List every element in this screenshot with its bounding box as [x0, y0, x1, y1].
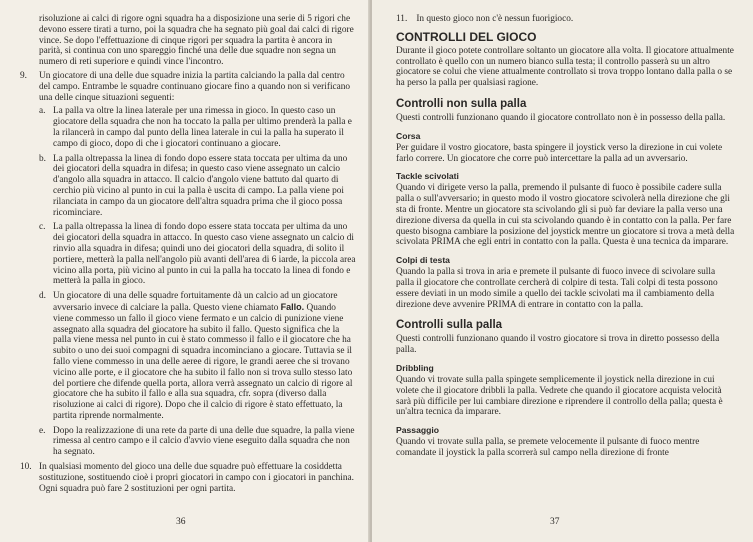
situation-letter: a. — [39, 106, 46, 117]
right-page — [372, 0, 753, 542]
situation-item-d — [39, 291, 356, 422]
section-paragraph: Durante il gioco potete controllare soltanto un giocatore alla volta. Il giocatore attualmente controllato è quello con un numero bianco sulla testa; il controllo passerà su un altro giocatore se colui che viene attualmente controllato si trova troppo lontano dalla palla o se ha perso la palla per qualsiasi ragione. — [396, 45, 734, 89]
intro-paragraph: risoluzione ai calci di rigore ogni squadra ha a disposizione una serie di 5 rigori che devono essere tirati a turno, poi la squadra che ha segnato più goal dai calci di rigore vince. Se dopo l'effettuazione di cinque rigori per squadra la partita è ancora in parità, si continua con uno spareggio finché una delle due squadre non segna un numero di reti superiore e quindi vince l'incontro. — [39, 14, 354, 68]
rule-text: In questo gioco non c'è nessun fuorigioco. — [416, 14, 574, 24]
situation-letter: e. — [39, 425, 46, 436]
heading-colpi-di-testa: Colpi di testa — [396, 255, 450, 266]
page-number-right: 37 — [550, 517, 560, 528]
paragraph-passaggio: Quando vi trovate sulla palla, se premete velocemente il pulsante di fuoco mentre comandate il joystick la palla scorrerà sul campo nella direzione di fronte — [396, 437, 700, 458]
situation-text-before: Un giocatore di una delle squadre fortuitamente dà un calcio ad un giocatore avversario invece di calciare la palla. Questo viene chiamato — [53, 291, 338, 313]
situation-item-e — [39, 426, 356, 458]
left-page — [0, 0, 370, 542]
situation-text-after: Quando viene commesso un fallo il gioco viene fermato e un calcio di punizione viene assegnato alla squadra del giocatore ha subito il fallo. Questo significa che la palla viene messa nel punto in cui è stato commesso il fallo e il giocatore che ha subito o uno dei suoi compagni di squadra incominciano a giocare. Tuttavia se il fallo viene commesso in una delle aeree di rigore, le grandi aeree che si trovano vicino alle porte, e il giocatore che ha subito il fallo non si trova sullo stesso lato del portiere che difende quella porta, allora verrà assegnato un calcio di rigore al giocatore che ha subito il fallo e alla sua squadra, cfr. sopra (diverso dalla risoluzione ai calci di rigore). Dopo che il calcio di rigore è stato effettuato, la partita riprende normalmente. — [53, 302, 353, 421]
heading-passaggio: Passaggio — [396, 425, 439, 436]
paragraph-corsa: Per guidare il vostro giocatore, basta spingere il joystick verso la direzione in cui volete farlo correre. Un giocatore che corre può intercettare la palla ad un avversario. — [396, 142, 723, 164]
rules-list — [22, 71, 356, 494]
rule-number: 9. — [20, 70, 27, 81]
rule-text: In qualsiasi momento del gioco una delle due squadre può effettuare la cosiddetta sostituzione, sostituendo cioè i propri giocatori in campo con i giocatori in panchina. Ogni squadra può fare 2 sostituzioni per ogni partita. — [39, 462, 354, 494]
situation-text: La palla oltrepassa la linea di fondo dopo essere stata toccata per ultima da uno dei giocatori della squadra in attacco. In questo caso viene assegnato un calcio di rinvio alla squadra in difesa; quindi uno dei giocatori della squadra, di solito il portiere, metterà la palla nell'angolo più avanti dell'area di 6 iarde, la piccola area vicino alla porta, più vicino al punto in cui la palla ha toccato la linea di fondo e metterà la palla in gioco. — [53, 222, 356, 287]
section-title-game-controls: CONTROLLI DEL GIOCO — [396, 29, 537, 44]
rule-item-11 — [396, 14, 735, 25]
heading-tackle: Tackle scivolati — [396, 171, 459, 182]
foul-term: Fallo. — [280, 301, 305, 312]
situation-letter: c. — [39, 222, 46, 233]
rule-number: 10. — [20, 462, 32, 473]
rule-item-9 — [22, 71, 356, 458]
situation-item-a — [39, 106, 356, 149]
paragraph-tackle: Quando vi dirigete verso la palla, premendo il pulsante di fuoco è possibile cadere sulla palla o sull'avversario; in questo modo il vostro giocatore scivolerà nella direzione che gli sta di fronte. Mentre un giocatore sta scivolando gli si può far deviare la palla verso una direzione diversa da quella in cui sta scivolando quando è in contatto con la palla. Per fare questo bisogna cambiare la posizione del joystick mentre un giocatore si trova a metà della scivolata PRIMA che egli entri in contatto con la palla. Questa è una tecnica da imparare. — [396, 183, 735, 248]
subsection-title-on-ball: Controlli sulla palla — [396, 319, 503, 332]
situation-letter: d. — [39, 291, 46, 302]
situation-letter: b. — [39, 153, 46, 164]
situation-item-b — [39, 154, 356, 219]
subsection-paragraph: Questi controlli funzionano quando il giocatore controllato non è in possesso della palla. — [396, 112, 726, 123]
situations-list — [39, 106, 356, 458]
rule-text: Un giocatore di una delle due squadre inizia la partita calciando la palla dal centro del campo. Entrambe le squadre continuano giocare fino a quando non si verificano una delle cinque situazioni seguenti: — [39, 70, 351, 103]
rule-item-10 — [22, 462, 356, 494]
heading-dribbling: Dribbling — [396, 362, 434, 373]
situation-text: La palla va oltre la linea laterale per una rimessa in gioco. In questo caso un giocatore della squadra che non ha toccato la palla per ultimo prenderà la palla e la rilancerà in campo dal punto della linea laterale in cui la palla ha superato il campo di gioco, dopo di che i giocatori continuano a giocare. — [53, 106, 352, 149]
situation-text: Dopo la realizzazione di una rete da parte di una delle due squadre, la palla viene rimessa al centro campo e il calcio d'avvio viene eseguito dalla squadra che non ha segnato. — [53, 425, 355, 458]
page-number-left: 36 — [176, 517, 186, 528]
situation-item-c — [39, 222, 356, 287]
paragraph-dribbling: Quando vi trovate sulla palla spingete semplicemente il joystick nella direzione in cui volete che il giocatore dribbli la palla. Vedrete che quando il giocatore acquista velocità sarà più difficile per lui cambiare direzione e riprendere il controllo della palla; questa è un'altra tecnica da imparare. — [396, 374, 723, 418]
subsection-title-off-ball: Controlli non sulla palla — [396, 97, 527, 110]
paragraph-colpi-di-testa: Quando la palla si trova in aria e premete il pulsante di fuoco invece di scivolare sulla palla il giocatore che controllate cercherà di colpire di testa. Tali colpi di testa possono essere deviati in un modo simile a quello dei tackle scivolati ma il cambiamento della direzione deve avvenire PRIMA di entrare in contatto con la palla. — [396, 267, 718, 310]
rule-number: 11. — [396, 14, 408, 24]
subsection-paragraph: Questi controlli funzionano quando il vostro giocatore si trova in diretto possesso della palla. — [396, 334, 720, 356]
situation-text: La palla oltrepassa la linea di fondo dopo essere stata toccata per ultima da uno dei giocatori della squadra in difesa; in questo caso viene assegnato un calcio d'angolo alla squadra in attacco. Il calcio d'angolo viene battuto dal quarto di cerchio più vicino al punto in cui la palla è uscita di campo. La palla viene poi rilanciata in campo da un giocatore dell'altra squadra prima che il gioco possa ricominciare. — [53, 153, 348, 218]
heading-corsa: Corsa — [396, 130, 421, 141]
